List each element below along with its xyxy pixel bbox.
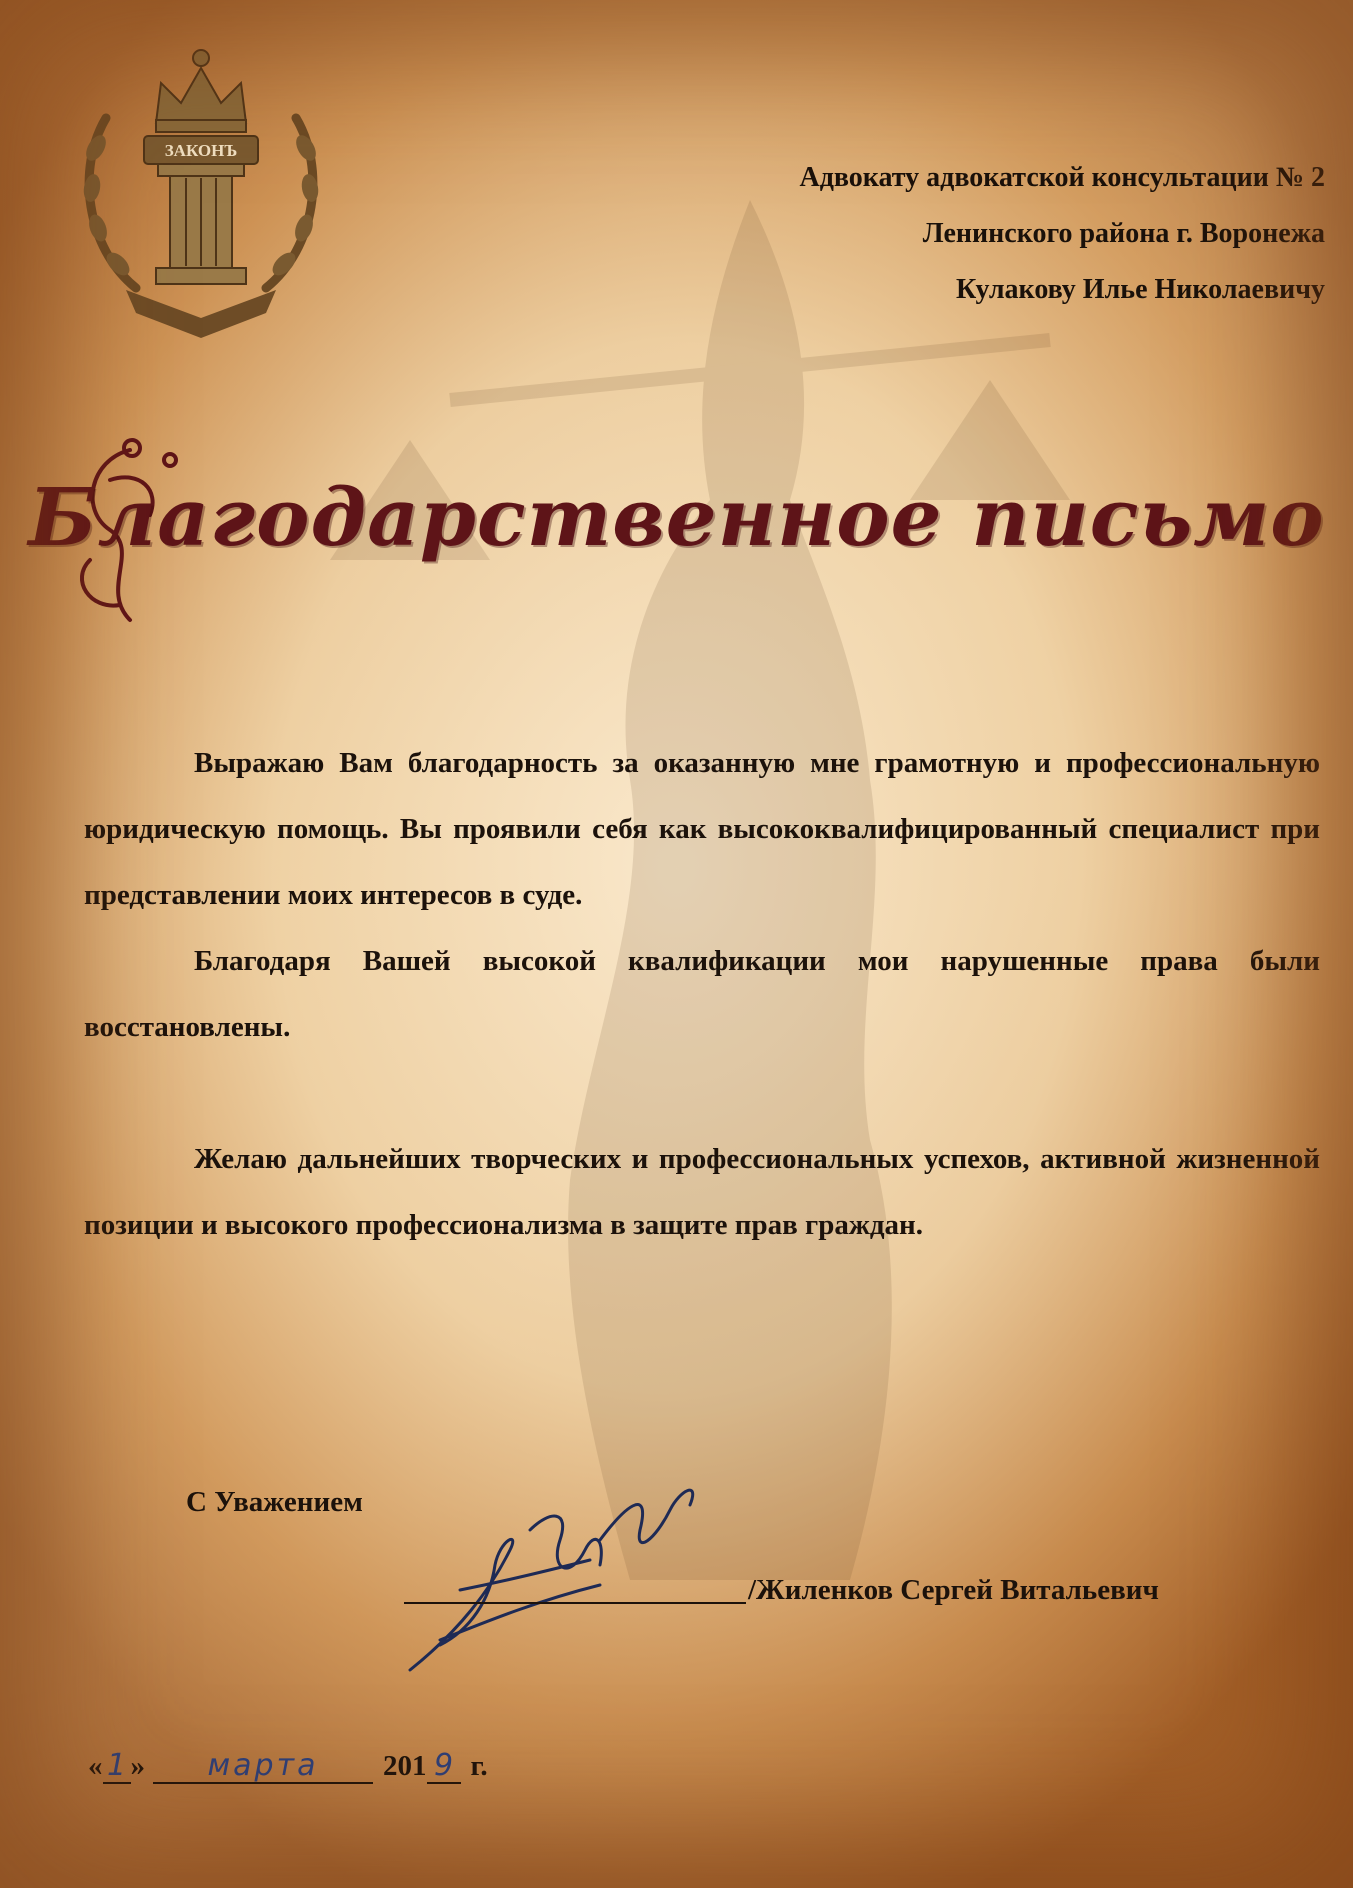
addressee-line-2: Ленинского района г. Воронежа — [922, 218, 1325, 249]
handwritten-signature — [400, 1470, 750, 1700]
date-day-handwritten: 1 — [103, 1750, 131, 1784]
crowned-column-emblem-icon — [66, 28, 336, 348]
closing-salutation: С Уважением — [186, 1486, 363, 1518]
body-paragraph-2: Благодаря Вашей высокой квалификации мои нарушенные права были восстановлены. — [84, 945, 1320, 1043]
addressee-block — [565, 150, 1325, 318]
addressee-line-1: Адвокату адвокатской консультации № 2 — [799, 162, 1325, 193]
date-line — [88, 1750, 488, 1784]
signer-name: /Жиленков Сергей Витальевич — [748, 1574, 1159, 1606]
date-close-quote: » — [130, 1750, 145, 1782]
body-paragraph-1: Выражаю Вам благодарность за оказанную мне грамотную и профессиональную юридическую помощь. Вы проявили себя как высококвалифицированный специалист при представлении моих интересов в суде. — [84, 747, 1320, 911]
emblem-inscription: ЗАКОНЪ — [164, 141, 238, 160]
signature-line — [404, 1602, 746, 1604]
body-paragraph-3: Желаю дальнейших творческих и профессиональных успехов, активной жизненной позиции и высокого профессионализма в защите прав граждан. — [84, 1143, 1320, 1241]
addressee-line-3: Кулакову Илье Николаевичу — [955, 274, 1325, 305]
date-year-mark: г. — [470, 1750, 488, 1782]
date-year-suffix-handwritten: 9 — [427, 1750, 461, 1784]
letter-body — [84, 730, 1320, 1258]
date-year-prefix: 201 — [383, 1750, 427, 1782]
date-open-quote: « — [88, 1750, 103, 1782]
letter-title: Благодарственное письмо — [28, 470, 1325, 564]
date-month-handwritten: марта — [153, 1750, 373, 1784]
